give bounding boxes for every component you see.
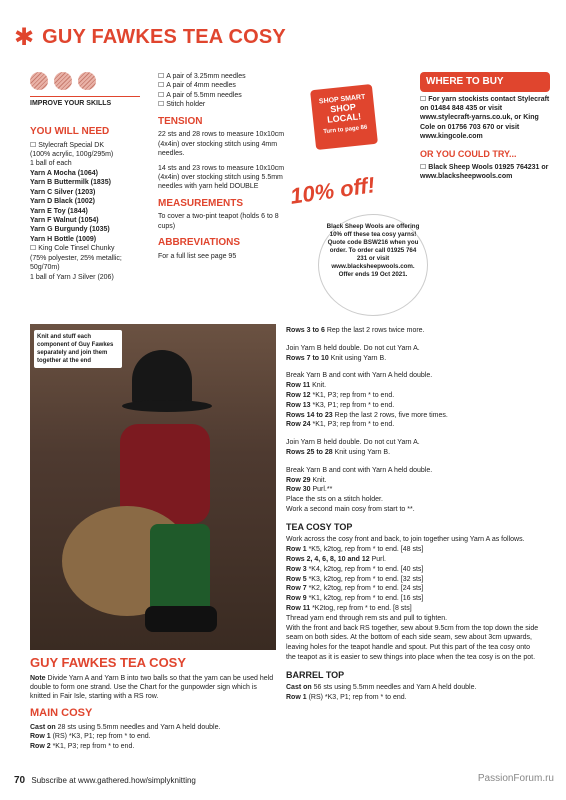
row-label: Row 7 [286, 585, 307, 593]
row-text: *K1, P3; rep from * to end. [312, 421, 395, 429]
badge-line: SHOP [329, 102, 357, 115]
row-label: Cast on [286, 684, 312, 692]
instruction-row [286, 565, 540, 575]
try-text: ☐ Black Sheep Wools 01925 764231 or www.blacksheepwools.com [420, 163, 550, 182]
row-label: Row 24 [286, 421, 311, 429]
need-line: Yarn F Walnut (1054) [30, 217, 99, 224]
instruction-row [286, 381, 540, 391]
instruction-row [286, 604, 540, 614]
yarn-ball-icon [54, 72, 72, 90]
abbreviations-text: For a full list see page 95 [158, 252, 237, 260]
instruction-row: Work a second main cosy from start to **. [286, 505, 415, 513]
row-text: *K4, k2tog, rep from * to end. [40 sts] [308, 565, 424, 573]
instruction-row [286, 354, 540, 364]
row-text: *K1, P3; rep from * to end. [52, 742, 135, 750]
instruction-row [286, 401, 540, 411]
need-line: 1 ball of each [30, 160, 72, 168]
row-label: Row 2 [30, 742, 51, 750]
need-line: Yarn D Black (1002) [30, 198, 95, 206]
where-text: ☐ For yarn stockists contact Stylecraft on 01484 848 435 or visit www.stylecraft-yarns.co.uk, or King Cole on 01756 703 670 or visit www.kingcole.com [420, 95, 550, 142]
note-text: Divide Yarn A and Yarn B into two balls so that the yarn can be used held double to form one strand. Use the Chart for the gunpowder sign which is knitted in Fair Isle, starting with a RS row. [30, 674, 274, 701]
row-label: Row 29 [286, 476, 311, 484]
row-label: Rows 14 to 23 [286, 411, 333, 419]
try-heading: OR YOU COULD TRY... [420, 148, 517, 159]
row-text: Purl.** [312, 486, 333, 494]
need-line: ☐ King Cole Tinsel Chunky [30, 244, 158, 253]
instruction-row [30, 723, 276, 732]
row-label: Row 30 [286, 486, 311, 494]
need-line: ☐ Stylecraft Special DK [30, 141, 158, 150]
row-text: Rep the last 2 rows twice more. [326, 327, 425, 334]
need-line: 50g/70m) [30, 264, 60, 272]
row-label: Row 13 [286, 401, 311, 409]
hat-shape [132, 350, 192, 406]
watermark-text: PassionForum.ru [477, 773, 554, 784]
tension-text: 14 sts and 23 rows to measure 10x10cm (4x4in) over stocking stitch using 5.5mm needles with yarn held DOUBLE [158, 164, 285, 191]
instruction-row [30, 742, 276, 751]
row-label: Rows 25 to 28 [286, 448, 333, 456]
needle-item: ☐ A pair of 5.5mm needles [158, 91, 288, 100]
abbreviations-heading: ABBREVIATIONS [158, 237, 241, 249]
instruction-row [286, 575, 540, 585]
row-text: *K3, k2tog, rep from * to end. [32 sts] [308, 575, 424, 583]
row-label: Row 3 [286, 565, 307, 573]
need-line: Yarn A Mocha (1064) [30, 169, 98, 177]
main-cosy-heading: MAIN COSY [30, 706, 93, 719]
instruction-row: Join Yarn B held double. Do not cut Yarn A. [286, 439, 420, 447]
row-text: Knit using Yarn B. [334, 448, 391, 456]
row-text: Knit using Yarn B. [330, 354, 387, 362]
instruction-row [286, 693, 540, 703]
instruction-row [286, 545, 540, 555]
skills-block [30, 72, 150, 108]
row-label: Row 11 [286, 604, 311, 612]
instruction-row [30, 732, 276, 741]
row-text: (RS) *K3, P1; rep from * to end. [52, 733, 151, 741]
row-text: Rep the last 2 rows, five more times. [334, 411, 448, 419]
row-text: (RS) *K3, P1; rep from * to end. [308, 694, 407, 702]
tea-cosy-top-heading: TEA COSY TOP [286, 521, 353, 532]
instruction-row [286, 584, 540, 594]
needle-item: ☐ A pair of 4mm needles [158, 81, 288, 90]
barrel-top-heading: BARREL TOP [286, 669, 345, 680]
subscribe-link[interactable]: Subscribe at www.gathered.how/simplyknitting [31, 776, 196, 785]
instructions-column [286, 326, 540, 703]
row-label: Rows 3 to 6 [286, 327, 325, 334]
where-to-buy [420, 72, 550, 182]
photo-caption: Knit and stuff each component of Guy Fawkes separately and join them together at the end [34, 330, 122, 368]
row-label: Rows 7 to 10 [286, 354, 329, 362]
instruction-row [286, 594, 540, 604]
instruction-row: Place the sts on a stitch holder. [286, 496, 383, 504]
row-text: Knit. [312, 382, 327, 390]
need-line: Yarn B Buttermilk (1835) [30, 179, 111, 187]
shop-local-badge [310, 84, 378, 150]
instruction-row [286, 485, 540, 495]
instruction-row: Thread yarn end through rem sts and pull to tighten. [286, 614, 448, 622]
need-line: Yarn E Toy (1844) [30, 207, 88, 215]
note-label: Note [30, 674, 46, 682]
instruction-row: Join Yarn B held double. Do not cut Yarn A. [286, 344, 420, 352]
needles-tension-column [158, 72, 288, 261]
page-header [14, 24, 286, 51]
needle-item: ☐ A pair of 3.25mm needles [158, 72, 288, 81]
hat-brim-shape [122, 400, 212, 412]
note-paragraph [30, 674, 276, 702]
need-line: Yarn H Bottle (1009) [30, 235, 97, 243]
row-text: 56 sts using 5.5mm needles and Yarn A held double. [313, 684, 477, 692]
instruction-row: Break Yarn B and cont with Yarn A held double. [286, 466, 433, 474]
need-line: 1 ball of Yarn J Silver (206) [30, 273, 114, 281]
asterisk-icon: ✱ [14, 23, 35, 51]
row-text: *K5, k2tog, rep from * to end. [48 sts] [308, 546, 424, 554]
badge-line: Turn to page 86 [323, 124, 368, 136]
instruction-row [286, 411, 540, 421]
row-label: Row 11 [286, 382, 311, 390]
tension-heading: TENSION [158, 115, 203, 127]
row-label: Row 9 [286, 595, 307, 603]
ten-off-label: 10% off! [288, 172, 377, 209]
row-label: Row 12 [286, 391, 311, 399]
row-label: Row 1 [286, 546, 307, 554]
instruction-row [286, 391, 540, 401]
row-text: 28 sts using 5.5mm needles and Yarn A held double. [57, 723, 221, 731]
need-line: (100% acrylic, 100g/295m) [30, 150, 114, 158]
instruction-row [286, 683, 540, 693]
yarn-ball-icon [30, 72, 48, 90]
badge-line: LOCAL! [326, 111, 362, 126]
row-text: Knit. [312, 476, 327, 484]
row-text: *K3, P1; rep from * to end. [312, 401, 395, 409]
row-text: *K2, k2tog, rep from * to end. [24 sts] [308, 585, 424, 593]
row-label: Cast on [30, 723, 56, 731]
instruction-row [286, 326, 540, 336]
page-title: GUY FAWKES TEA COSY [42, 26, 286, 48]
badge-line: SHOP SMART [318, 93, 366, 106]
instruction-row: With the front and back RS together, sew about 9.5cm from the top down the side seam on both sides. At the bottom of each side seam, sew about 3cm upwards, leaving holes for the teapot handle and spout. Put this part of the tea cosy onto the teapot as it is easier to sew things into place when the tea cosy is on the pot. [286, 624, 539, 661]
measurements-heading: MEASUREMENTS [158, 197, 244, 209]
row-label: Row 5 [286, 575, 307, 583]
page-number: 70 [14, 775, 26, 786]
boots-shape [145, 606, 217, 632]
instruction-row [286, 555, 540, 565]
legs-shape [150, 524, 210, 614]
tea-cosy-photo [30, 324, 276, 650]
row-text: Purl. [371, 555, 387, 563]
instruction-row: Work across the cosy front and back, to join together using Yarn A as follows. [286, 536, 525, 544]
need-line: Yarn G Burgundy (1035) [30, 226, 110, 234]
row-text: *K2tog, rep from * to end. [8 sts] [312, 604, 412, 612]
instruction-row: Break Yarn B and cont with Yarn A held double. [286, 372, 433, 380]
where-heading: WHERE TO BUY [420, 72, 550, 92]
pattern-intro [30, 654, 276, 751]
need-line: Yarn C Silver (1203) [30, 188, 96, 196]
row-text: *K1, P3; rep from * to end. [312, 391, 395, 399]
row-label: Rows 2, 4, 6, 8, 10 and 12 [286, 555, 370, 563]
row-label: Row 1 [30, 733, 51, 741]
yarn-ball-icon [78, 72, 96, 90]
offer-circle: Black Sheep Wools are offering 10% off these tea cosy yarns! Quote code BSW216 when you order. To order call 01925 764 231 or visit www.blacksheepwools.com. Offer ends 19 Oct 2021. [318, 214, 428, 316]
instruction-row [286, 448, 540, 458]
you-will-need-heading: YOU WILL NEED [30, 126, 110, 137]
materials-panel [30, 72, 550, 322]
skill-level-icons [30, 72, 150, 90]
instruction-row [286, 420, 540, 430]
row-label: Row 1 [286, 694, 307, 702]
you-will-need [30, 120, 158, 282]
need-line: (75% polyester, 25% metallic; [30, 254, 122, 262]
row-text: *K1, k2tog, rep from * to end. [16 sts] [308, 595, 424, 603]
tension-text: 22 sts and 28 rows to measure 10x10cm (4x4in) over stocking stitch using 4mm needles. [158, 131, 285, 158]
needle-item: ☐ Stitch holder [158, 100, 288, 109]
measurements-text: To cover a two-pint teapot (holds 6 to 8 cups) [158, 213, 279, 230]
page-footer [14, 774, 196, 788]
skills-label: IMPROVE YOUR SKILLS [30, 96, 140, 108]
pattern-title: GUY FAWKES TEA COSY [30, 655, 187, 670]
instruction-row [286, 476, 540, 486]
